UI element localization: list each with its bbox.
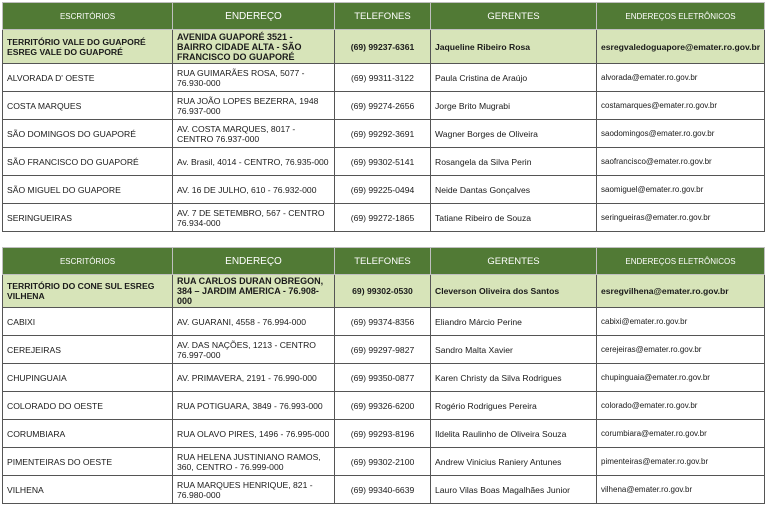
header-escritorios: ESCRITÓRIOS: [3, 3, 173, 30]
email-cell: alvorada@emater.ro.gov.br: [597, 64, 765, 92]
manager-cell: Jorge Brito Mugrabi: [431, 92, 597, 120]
office-cell: ALVORADA D' OESTE: [3, 64, 173, 92]
phone-cell: (69) 99340-6639: [335, 476, 431, 504]
office-cell: TERRITÓRIO VALE DO GUAPORÉ ESREG VALE DO GUAPORÉ: [3, 30, 173, 64]
address-cell: RUA GUIMARÃES ROSA, 5077 - 76.930-000: [173, 64, 335, 92]
manager-cell: Sandro Malta Xavier: [431, 336, 597, 364]
manager-cell: Lauro Vilas Boas Magalhães Junior: [431, 476, 597, 504]
office-cell: CABIXI: [3, 308, 173, 336]
email-cell: cerejeiras@emater.ro.gov.br: [597, 336, 765, 364]
header-gerentes: GERENTES: [431, 3, 597, 30]
manager-cell: Ildelita Raulinho de Oliveira Souza: [431, 420, 597, 448]
manager-cell: Jaqueline Ribeiro Rosa: [431, 30, 597, 64]
header-endereco: ENDEREÇO: [173, 3, 335, 30]
address-cell: AVENIDA GUAPORÉ 3521 - BAIRRO CIDADE ALTA - SÃO FRANCISCO DO GUAPORÉ: [173, 30, 335, 64]
header-telefones: TELEFONES: [335, 248, 431, 275]
address-cell: RUA HELENA JUSTINIANO RAMOS, 360, CENTRO - 76.999-000: [173, 448, 335, 476]
email-cell: costamarques@emater.ro.gov.br: [597, 92, 765, 120]
manager-cell: Karen Christy da Silva Rodrigues: [431, 364, 597, 392]
office-cell: CORUMBIARA: [3, 420, 173, 448]
address-cell: AV. PRIMAVERA, 2191 - 76.990-000: [173, 364, 335, 392]
phone-cell: (69) 99302-5141: [335, 148, 431, 176]
header-telefones: TELEFONES: [335, 3, 431, 30]
email-cell: chupinguaia@emater.ro.gov.br: [597, 364, 765, 392]
address-cell: RUA CARLOS DURAN OBREGON, 384 – JARDIM AMERICA - 76.908-000: [173, 275, 335, 308]
office-cell: COSTA MARQUES: [3, 92, 173, 120]
phone-cell: (69) 99326-6200: [335, 392, 431, 420]
table-row: [3, 204, 765, 232]
office-cell: COLORADO DO OESTE: [3, 392, 173, 420]
office-cell: TERRITÓRIO DO CONE SUL ESREG VILHENA: [3, 275, 173, 308]
table-row: [3, 420, 765, 448]
header-escritorios: ESCRITÓRIOS: [3, 248, 173, 275]
email-cell: cabixi@emater.ro.gov.br: [597, 308, 765, 336]
email-cell: colorado@emater.ro.gov.br: [597, 392, 765, 420]
header-endereco: ENDEREÇO: [173, 248, 335, 275]
phone-cell: (69) 99302-2100: [335, 448, 431, 476]
address-cell: AV. GUARANI, 4558 - 76.994-000: [173, 308, 335, 336]
table-row: [3, 120, 765, 148]
office-cell: SÃO FRANCISCO DO GUAPORÉ: [3, 148, 173, 176]
table-row: [3, 92, 765, 120]
phone-cell: (69) 99292-3691: [335, 120, 431, 148]
header-enderecos-eletronicos: ENDEREÇOS ELETRÔNICOS: [597, 3, 765, 30]
table-body: [3, 30, 765, 232]
office-cell: SERINGUEIRAS: [3, 204, 173, 232]
table-row: [3, 176, 765, 204]
address-cell: AV. COSTA MARQUES, 8017 - CENTRO 76.937-000: [173, 120, 335, 148]
offices-table-cone-sul: [2, 247, 765, 504]
table-row: [3, 476, 765, 504]
email-cell: corumbiara@emater.ro.gov.br: [597, 420, 765, 448]
phone-cell: (69) 99374-8356: [335, 308, 431, 336]
table-row: [3, 336, 765, 364]
table-row: [3, 64, 765, 92]
address-cell: Av. Brasil, 4014 - CENTRO, 76.935-000: [173, 148, 335, 176]
phone-cell: 69) 99302-0530: [335, 275, 431, 308]
table-row: [3, 308, 765, 336]
table-body: [3, 275, 765, 504]
office-cell: PIMENTEIRAS DO OESTE: [3, 448, 173, 476]
header-gerentes: GERENTES: [431, 248, 597, 275]
office-cell: CHUPINGUAIA: [3, 364, 173, 392]
office-cell: CEREJEIRAS: [3, 336, 173, 364]
header-enderecos-eletronicos: ENDEREÇOS ELETRÔNICOS: [597, 248, 765, 275]
manager-cell: Paula Cristina de Araújo: [431, 64, 597, 92]
address-cell: RUA POTIGUARA, 3849 - 76.993-000: [173, 392, 335, 420]
table-row: [3, 392, 765, 420]
office-cell: VILHENA: [3, 476, 173, 504]
table-header-row: [3, 3, 765, 30]
phone-cell: (69) 99293-8196: [335, 420, 431, 448]
regional-office-row: [3, 30, 765, 64]
offices-table-vale-do-guapore: [2, 2, 765, 232]
address-cell: RUA OLAVO PIRES, 1496 - 76.995-000: [173, 420, 335, 448]
address-cell: RUA MARQUES HENRIQUE, 821 - 76.980-000: [173, 476, 335, 504]
phone-cell: (69) 99311-3122: [335, 64, 431, 92]
email-cell: esregvilhena@emater.ro.gov.br: [597, 275, 765, 308]
address-cell: AV. 16 DE JULHO, 610 - 76.932-000: [173, 176, 335, 204]
manager-cell: Wagner Borges de Oliveira: [431, 120, 597, 148]
office-cell: SÃO DOMINGOS DO GUAPORÉ: [3, 120, 173, 148]
phone-cell: (69) 99237-6361: [335, 30, 431, 64]
manager-cell: Tatiane Ribeiro de Souza: [431, 204, 597, 232]
phone-cell: (69) 99272-1865: [335, 204, 431, 232]
phone-cell: (69) 99225-0494: [335, 176, 431, 204]
email-cell: pimenteiras@emater.ro.gov.br: [597, 448, 765, 476]
address-cell: RUA JOÃO LOPES BEZERRA, 1948 76.937-000: [173, 92, 335, 120]
office-cell: SÃO MIGUEL DO GUAPORE: [3, 176, 173, 204]
phone-cell: (69) 99297-9827: [335, 336, 431, 364]
email-cell: esregvaledoguapore@emater.ro.gov.br: [597, 30, 765, 64]
table-row: [3, 364, 765, 392]
address-cell: AV. DAS NAÇÕES, 1213 - CENTRO 76.997-000: [173, 336, 335, 364]
phone-cell: (69) 99350-0877: [335, 364, 431, 392]
manager-cell: Cleverson Oliveira dos Santos: [431, 275, 597, 308]
address-cell: AV. 7 DE SETEMBRO, 567 - CENTRO 76.934-000: [173, 204, 335, 232]
table-header-row: [3, 248, 765, 275]
manager-cell: Eliandro Márcio Perine: [431, 308, 597, 336]
regional-office-row: [3, 275, 765, 308]
table-row: [3, 148, 765, 176]
email-cell: seringueiras@emater.ro.gov.br: [597, 204, 765, 232]
manager-cell: Neide Dantas Gonçalves: [431, 176, 597, 204]
email-cell: saodomingos@emater.ro.gov.br: [597, 120, 765, 148]
manager-cell: Andrew Vinicius Raniery Antunes: [431, 448, 597, 476]
email-cell: saofrancisco@emater.ro.gov.br: [597, 148, 765, 176]
email-cell: saomiguel@emater.ro.gov.br: [597, 176, 765, 204]
phone-cell: (69) 99274-2656: [335, 92, 431, 120]
table-row: [3, 448, 765, 476]
manager-cell: Rosangela da Silva Perin: [431, 148, 597, 176]
email-cell: vilhena@emater.ro.gov.br: [597, 476, 765, 504]
manager-cell: Rogério Rodrigues Pereira: [431, 392, 597, 420]
